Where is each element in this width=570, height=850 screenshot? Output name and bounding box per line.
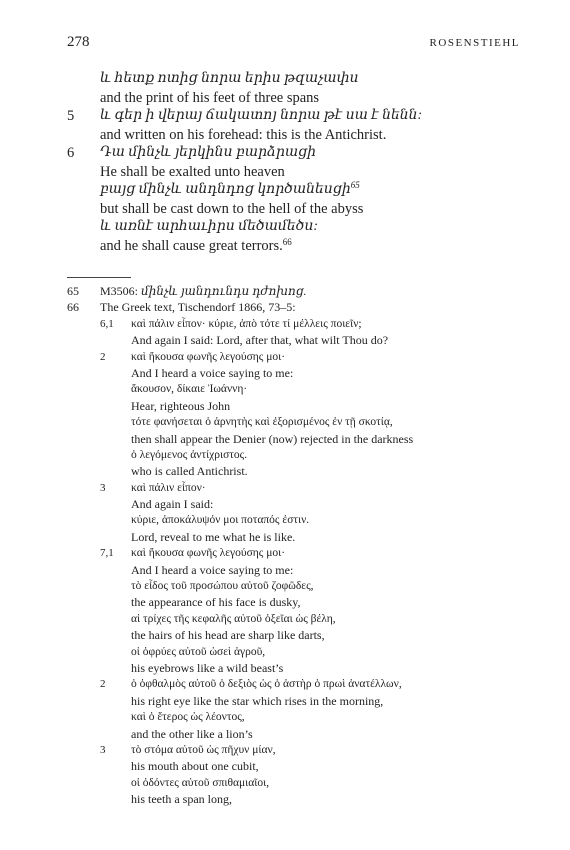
line-text: οἱ ὀδόντες αὐτοῦ σπιθαμιαῖοι,: [131, 776, 270, 789]
line-text: τότε φανήσεται ὁ ἀρνητὴς καὶ ἐξορισμένος ἐν τῇ σκοτίᾳ,: [131, 416, 393, 429]
line-text: καὶ ἤκουσα φωνῆς λεγούσης μοι·: [131, 350, 286, 363]
line-text: τὸ στόμα αὐτοῦ ὡς πῆχυν μίαν,: [131, 743, 276, 756]
armenian-verse-line: [0, 144, 570, 163]
english-translation-line: [0, 529, 570, 545]
line-text: then shall appear the Denier (now) rejected in the darkness: [131, 431, 414, 446]
line-reference: 6,1: [100, 317, 114, 330]
line-text: ἄκουσον, δίκαιε Ἰωάννη·: [131, 383, 248, 396]
footnote-reference[interactable]: 66: [282, 236, 292, 247]
english-translation-line: [0, 200, 570, 219]
line-text: οἱ ὀφρύες αὐτοῦ ὡσεὶ ἀγροῦ,: [131, 645, 266, 658]
line-text: καὶ ὁ ἕτερος ὡς λέοντος,: [131, 711, 245, 724]
verse-number: 6: [67, 145, 75, 161]
english-translation-line: [0, 562, 570, 578]
english-translation-line: [0, 594, 570, 610]
verse-text: Դա մինչև յերկինս բարձրացի: [100, 145, 317, 160]
line-text: Hear, righteous John: [131, 398, 231, 413]
verse-text: և հետք ոտից նորա երիս թզաչափս: [100, 71, 359, 86]
page-number: 278: [67, 34, 90, 50]
english-translation-line: [0, 237, 570, 256]
verse-text: and written on his forehead: this is the Antichrist.: [100, 126, 387, 143]
line-text: αἱ τρίχες τῆς κεφαλῆς αὐτοῦ ὀξεῖαι ὡς βέλη,: [131, 612, 336, 625]
footnote-text: The Greek text, Tischendorf 1866, 73–5:: [100, 300, 296, 315]
greek-text-line: [0, 447, 570, 463]
footnote-reference[interactable]: 65: [350, 180, 360, 190]
line-text: ὁ ὀφθαλμὸς αὐτοῦ ὁ δεξιὸς ὡς ὁ ἀστὴρ ὁ πρωὶ ἀνατέλλων,: [131, 678, 402, 691]
line-text: his eyebrows like a wild beast’s: [131, 660, 284, 675]
greek-text-line: [0, 709, 570, 725]
english-translation-line: [0, 463, 570, 479]
footnote-number: 66: [67, 300, 79, 315]
armenian-verse-line: [0, 107, 570, 126]
english-translation-line: [0, 126, 570, 145]
line-text: ὁ λεγόμενος ἀντίχριστος.: [131, 448, 248, 461]
verse-text: բայց մինչև անդնդոց կործանեսցի$^{65}$: [100, 180, 360, 197]
line-text: And again I said:: [131, 497, 214, 512]
verse-number: 5: [67, 108, 75, 124]
line-text: Lord, reveal to me what he is like.: [131, 529, 296, 544]
line-reference: 2: [100, 678, 106, 691]
greek-text-line: [0, 676, 570, 692]
greek-text-line: [0, 611, 570, 627]
english-translation-line: [0, 496, 570, 512]
footnote-65: [0, 283, 570, 299]
english-translation-line: [0, 758, 570, 774]
armenian-verse-line: [0, 218, 570, 237]
greek-parallel-text: [0, 316, 570, 808]
verse-text: but shall be cast down to the hell of the abyss: [100, 200, 364, 217]
greek-text-line: [0, 316, 570, 332]
line-reference: 7,1: [100, 547, 114, 560]
verse-text: և առնէ արհաւիրս մեծամեծս:: [100, 219, 319, 234]
english-translation-line: [0, 726, 570, 742]
line-text: the hairs of his head are sharp like darts,: [131, 628, 325, 643]
footnote-66: [0, 299, 570, 315]
line-text: the appearance of his face is dusky,: [131, 595, 301, 610]
english-translation-line: [0, 627, 570, 643]
manuscript-siglum: M3506:: [100, 284, 139, 298]
armenian-verse-line: [0, 70, 570, 89]
line-text: καὶ πάλιν εἶπον· κύριε, ἀπὸ τότε τί μέλλεις ποιεῖν;: [131, 317, 362, 330]
english-translation-line: [0, 791, 570, 807]
english-translation-line: [0, 163, 570, 182]
english-translation-line: [0, 332, 570, 348]
greek-text-line: [0, 414, 570, 430]
armenian-verse-line: [0, 181, 570, 200]
line-text: τὸ εἶδος τοῦ προσώπου αὐτοῦ ζοφῶδες,: [131, 580, 314, 593]
greek-text-line: [0, 512, 570, 528]
english-translation-line: [0, 660, 570, 676]
greek-text-line: [0, 742, 570, 758]
english-translation-line: [0, 431, 570, 447]
greek-text-line: [0, 349, 570, 365]
line-text: and the other like a lion’s: [131, 726, 253, 741]
line-text: his teeth a span long,: [131, 792, 232, 807]
verse-text: He shall be exalted unto heaven: [100, 163, 285, 180]
english-translation-line: [0, 365, 570, 381]
verse-text: և գեր ի վերայ ճակատոյ նորա թէ սա է նենն:: [100, 108, 423, 123]
variant-reading: մինչև յանդունդս դժոխոց.: [141, 284, 307, 298]
greek-text-line: [0, 480, 570, 496]
line-reference: 2: [100, 350, 106, 363]
greek-text-line: [0, 578, 570, 594]
english-translation-line: [0, 398, 570, 414]
running-head: ROSENSTIEHL: [429, 37, 520, 49]
line-reference: 3: [100, 743, 106, 756]
greek-text-line: [0, 775, 570, 791]
line-text: καὶ πάλιν εἶπον·: [131, 481, 206, 494]
verse-text: and the print of his feet of three spans: [100, 89, 320, 106]
line-text: who is called Antichrist.: [131, 464, 248, 479]
footnote-separator: [67, 277, 131, 278]
footnote-text: [100, 283, 307, 299]
line-text: And again I said: Lord, after that, what wilt Thou do?: [131, 333, 389, 348]
line-text: his right eye like the star which rises in the morning,: [131, 693, 384, 708]
line-reference: 3: [100, 481, 106, 494]
verse-text: and he shall cause great terrors.$^{66}$: [100, 236, 292, 254]
footnotes: [0, 283, 570, 808]
english-translation-line: [0, 89, 570, 108]
line-text: καὶ ἤκουσα φωνῆς λεγούσης μοι·: [131, 547, 286, 560]
footnote-number: 65: [67, 284, 79, 298]
line-text: And I heard a voice saying to me:: [131, 562, 294, 577]
line-text: And I heard a voice saying to me:: [131, 365, 294, 380]
main-text: [0, 70, 570, 255]
line-text: his mouth about one cubit,: [131, 759, 259, 774]
greek-text-line: [0, 381, 570, 397]
greek-text-line: [0, 644, 570, 660]
greek-text-line: [0, 545, 570, 561]
english-translation-line: [0, 693, 570, 709]
line-text: κύριε, ἀποκάλυψόν μοι ποταπός ἐστιν.: [131, 514, 310, 527]
